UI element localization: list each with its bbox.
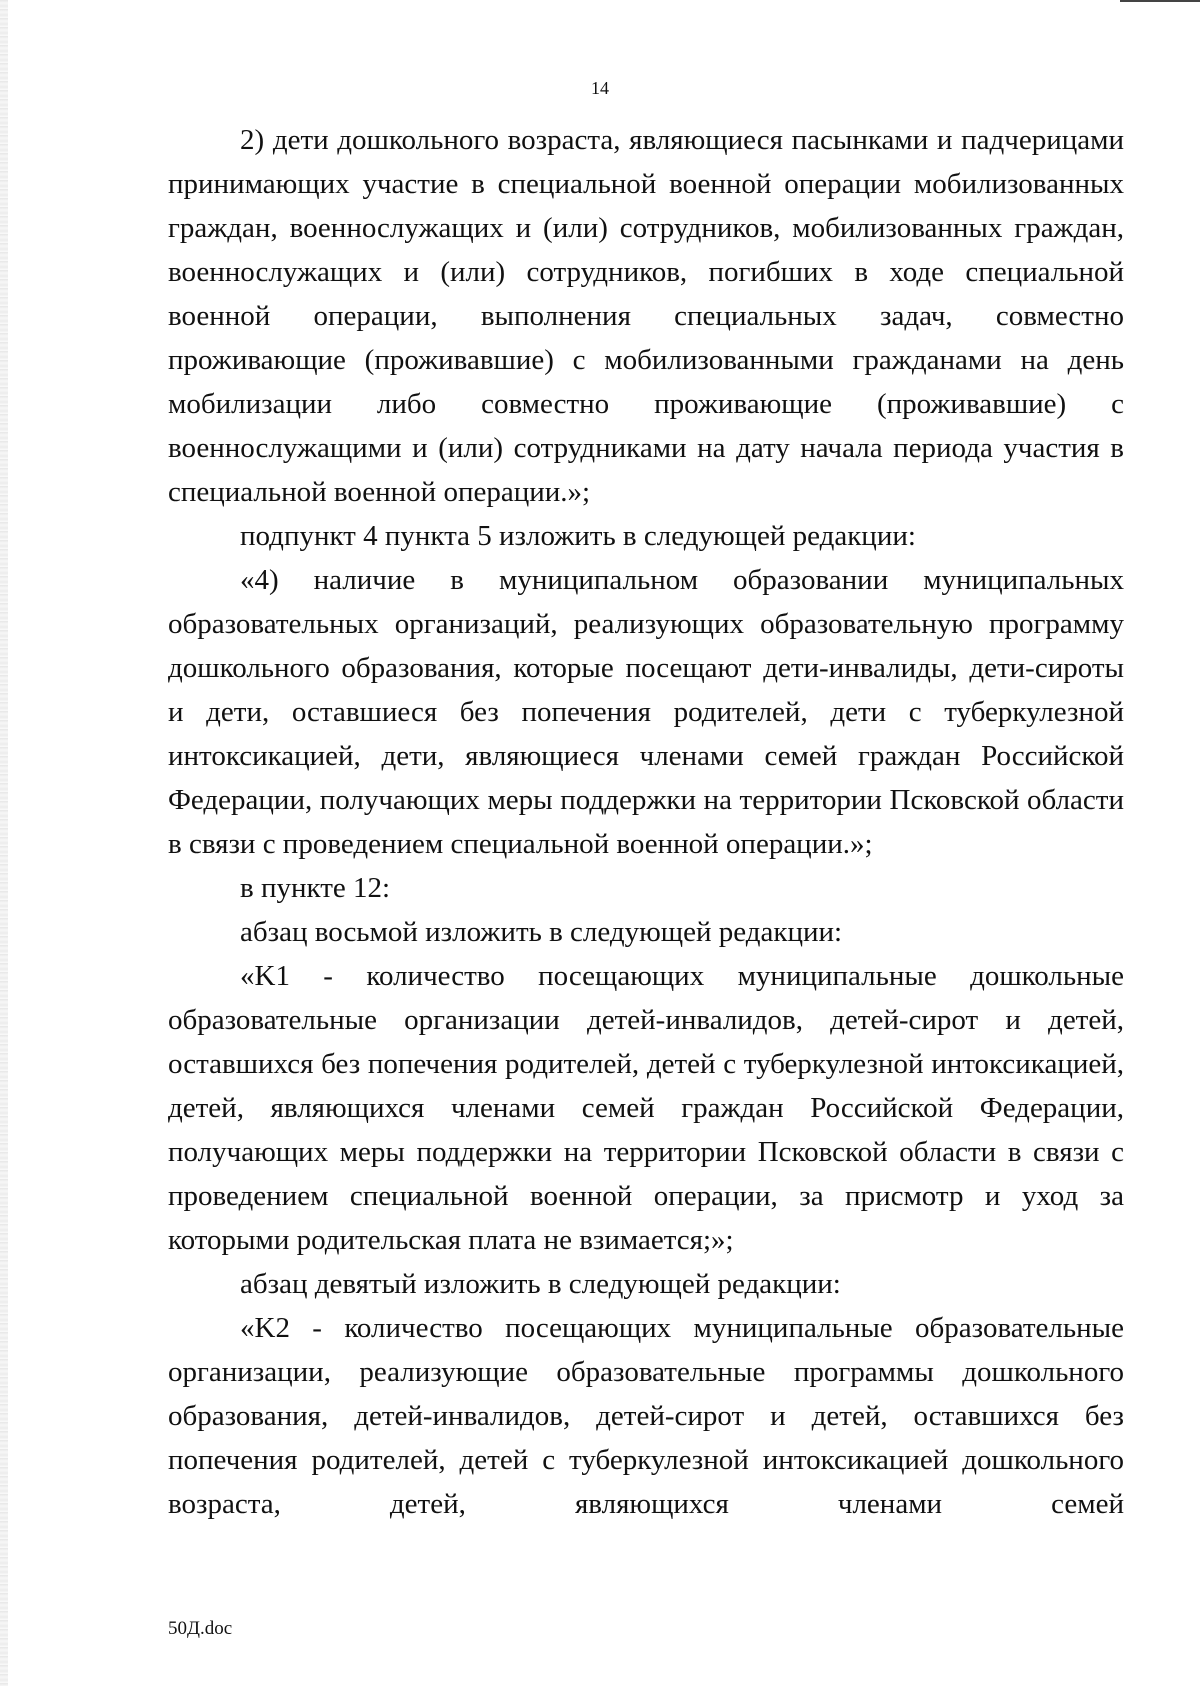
scan-edge xyxy=(0,0,8,1686)
paragraph-item-2: 2) дети дошкольного возраста, являющиеся пасынками и падчерицами принимающих участие в специальной военной операции мобилизованных граждан, военнослужащих и (или) сотрудников, мобилизованных граждан, военнослужащих и (или) сотрудников, погибших в ходе специальной военной операции, выполнения специальных задач, совместно проживающие (проживавшие) с мобилизованными гражданами на день мобилизации либо совместно проживающие (проживавшие) с военнослужащими и (или) сотрудниками на дату начала периода участия в специальной военной операции.»; xyxy=(168,124,1124,508)
page-number: 14 xyxy=(591,78,609,98)
footer-filename: 50Д.doc xyxy=(168,1618,233,1639)
paragraph-k1-definition: «K1 - количество посещающих муниципальные дошкольные образовательные организации детей-инвалидов, детей-сирот и детей, оставшихся без попечения родителей, детей с туберкулезной интоксикацией, детей, являющихся членами семей граждан Российской Федерации, получающих меры поддержки на территории Псковской области в связи с проведением специальной военной операции, за присмотр и уход за которыми родительская плата не взимается;»; xyxy=(168,960,1124,1256)
corner-mark xyxy=(1120,0,1200,2)
paragraph-k2-definition: «K2 - количество посещающих муниципальные образовательные организации, реализующие образовательные программы дошкольного образования, детей-инвалидов, детей-сирот и детей, оставшихся без попечения родителей, детей с туберкулезной интоксикацией дошкольного возраста, детей, являющихся членами семей xyxy=(168,1312,1124,1520)
document-body xyxy=(168,118,1124,1526)
paragraph-eighth-instruction: абзац восьмой изложить в следующей редакции: xyxy=(240,916,843,948)
paragraph-subpoint-4-instruction: подпункт 4 пункта 5 изложить в следующей редакции: xyxy=(240,520,916,552)
paragraph-point-12: в пункте 12: xyxy=(240,872,391,904)
paragraph-subpoint-4-text: «4) наличие в муниципальном образовании муниципальных образовательных организаций, реализующих образовательную программу дошкольного образования, которые посещают дети-инвалиды, дети-сироты и дети, оставшиеся без попечения родителей, дети с туберкулезной интоксикацией, дети, являющиеся членами семей граждан Российской Федерации, получающих меры поддержки на территории Псковской области в связи с проведением специальной военной операции.»; xyxy=(168,564,1124,860)
paragraph-ninth-instruction: абзац девятый изложить в следующей редакции: xyxy=(240,1268,841,1300)
